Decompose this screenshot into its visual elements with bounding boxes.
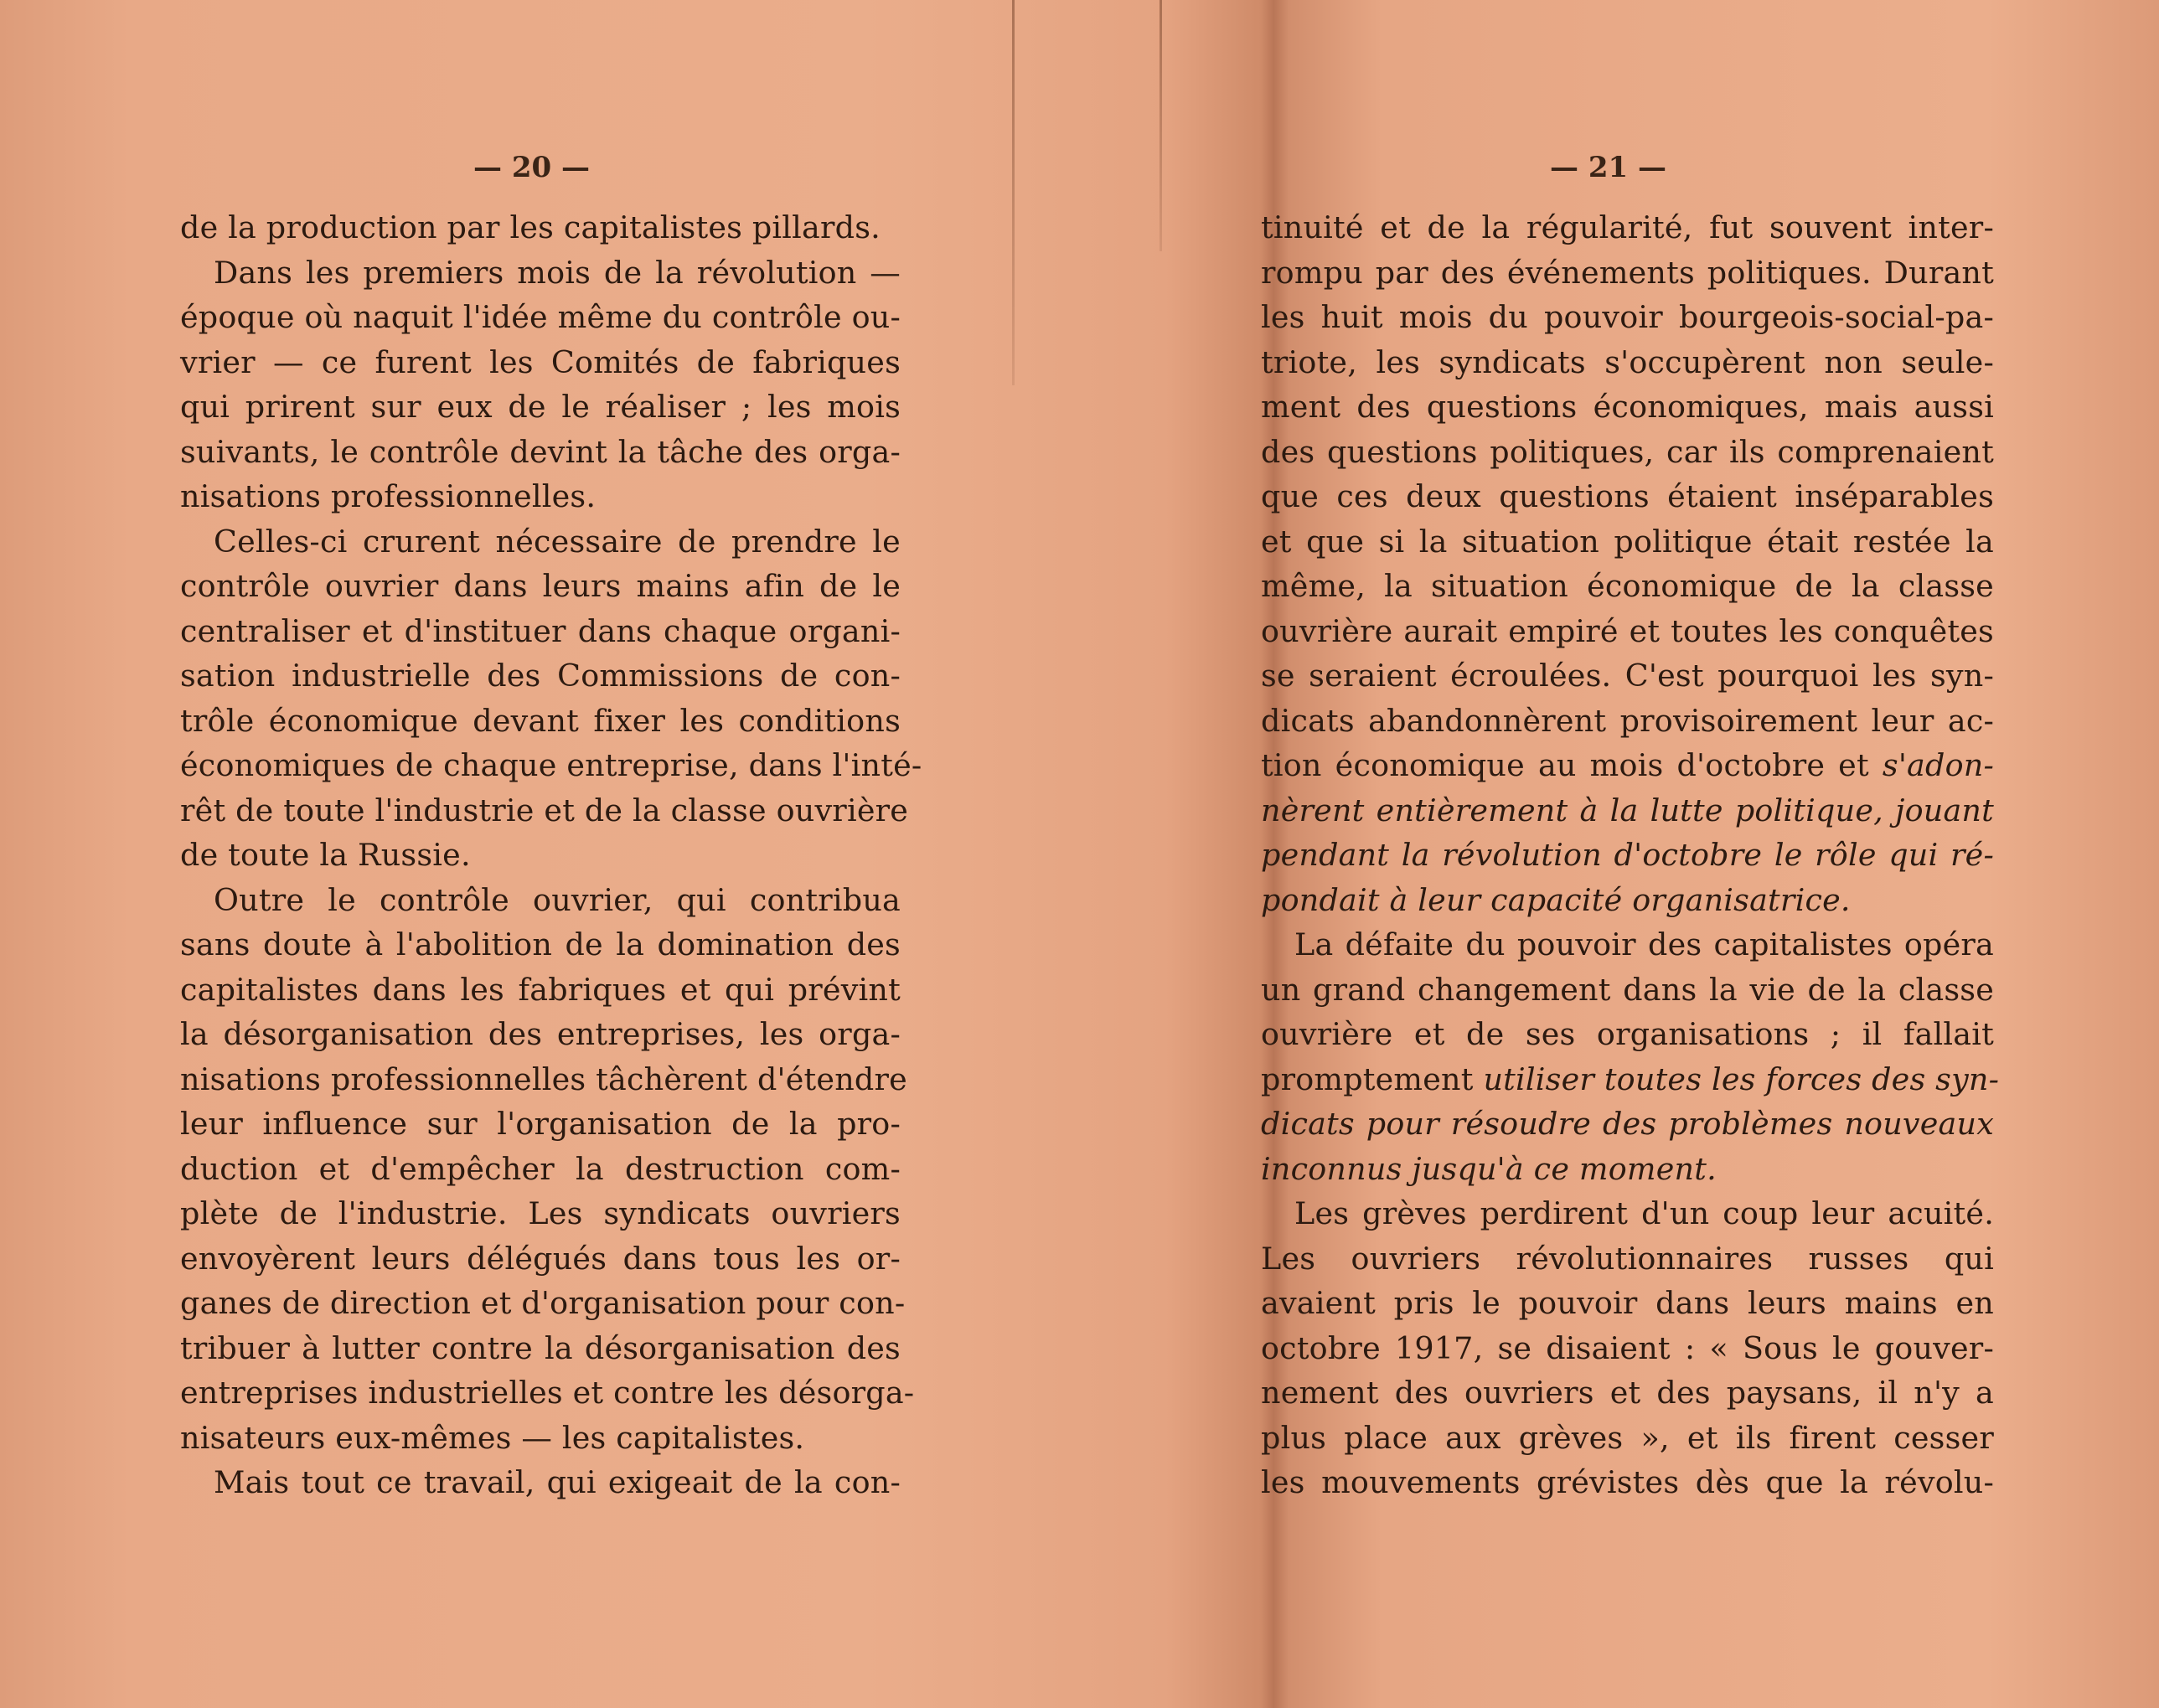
right-page [1114,0,2159,1708]
text-line-content: tion économique au mois d'octobre et [1261,747,1869,783]
text-line [180,1012,901,1057]
text-line-content: duction et d'empêcher la destruction com- [180,1150,901,1187]
text-line-content: pendant la révolution d'octobre le rôle qui ré- [1261,837,1994,873]
text-line-content: tinuité et de la régularité, fut souvent inter- [1261,209,1994,245]
text-line-content: inconnus jusqu'à ce moment. [1261,1150,1717,1187]
text-line-content: avaient pris le pouvoir dans leurs mains en [1261,1285,1994,1321]
text-line-content: Mais tout ce travail, qui exigeait de la con- [214,1464,901,1500]
text-line [1261,699,1994,744]
text-line [1261,1370,1994,1416]
text-line-content: La défaite du pouvoir des capitalistes opéra [1294,926,1994,962]
text-line [1261,1460,1994,1505]
text-line [1261,1012,1994,1057]
page-crease-left [1012,0,1015,385]
text-line-content: promptement [1261,1060,1474,1097]
text-line-content: ganes de direction et d'organisation pour con- [180,1285,906,1321]
text-line [1261,609,1994,654]
page-number-left: — 20 — [473,151,590,184]
text-line [1261,430,1994,475]
text-line-content: même, la situation économique de la classe [1261,568,1994,604]
text-line-content: leur influence sur l'organisation de la pro- [180,1106,901,1142]
text-line [180,968,901,1013]
text-line [180,205,901,250]
text-line [1261,1416,1994,1461]
text-line [180,609,901,654]
text-line [1261,474,1994,519]
text-line [180,878,901,923]
text-line [180,1460,901,1505]
text-line [1261,922,1994,968]
text-line [180,1191,901,1236]
text-line-content: Les ouvriers révolutionnaires russes qui [1261,1240,1994,1277]
text-line-content: sans doute à l'abolition de la domination des [180,926,901,962]
text-line-content: pondait à leur capacité organisatrice. [1261,881,1851,918]
text-line [180,430,901,475]
text-line [1261,653,1994,699]
right-page-text [1261,205,2000,1505]
text-line-content: de toute la Russie. [180,837,471,873]
text-line-content: rêt de toute l'industrie et de la classe ouvrière [180,792,909,828]
text-line [1261,833,1994,878]
text-line-content: un grand changement dans la vie de la classe [1261,971,1994,1008]
text-line-content: se seraient écroulées. C'est pourquoi les syn- [1261,658,1994,694]
text-line-content: centraliser et d'instituer dans chaque organi- [180,612,901,649]
text-line [1261,250,1994,296]
text-line [180,295,901,340]
text-line-content: sation industrielle des Commissions de con- [180,658,901,694]
text-line [180,384,901,430]
text-line [180,1326,901,1371]
text-line [1261,1281,1994,1326]
text-line-content: contrôle ouvrier dans leurs mains afin de le [180,568,901,604]
text-line [1261,1236,1994,1282]
text-line-content: rompu par des événements politiques. Durant [1261,254,1994,291]
text-line [1261,788,1994,833]
text-line-content: Celles-ci crurent nécessaire de prendre le [214,523,901,560]
text-line-content: nisations professionnelles tâchèrent d'étendre [180,1060,907,1097]
text-line [180,1416,901,1461]
text-line-content: dicats abandonnèrent provisoirement leur ac- [1261,702,1994,739]
text-line-content: nisations professionnelles. [180,478,597,514]
text-line [180,699,901,744]
text-line-content: nisateurs eux-mêmes — les capitalistes. [180,1419,805,1456]
text-line [180,1281,906,1326]
text-line [180,1370,915,1416]
text-line-content: triote, les syndicats s'occupèrent non seule- [1261,343,1994,380]
text-line [180,788,909,833]
text-line [180,474,901,519]
text-line [1261,1326,1994,1371]
text-line-content: économiques de chaque entreprise, dans l'inté- [180,747,922,783]
text-line-content: octobre 1917, se disaient : « Sous le gouver- [1261,1329,1994,1366]
text-line-content: les mouvements grévistes dès que la révolu- [1261,1464,1994,1500]
text-line [1261,1102,1994,1147]
text-line-italic: s'adon- [1882,747,1994,783]
text-line-content: trôle économique devant fixer les conditions [180,702,901,739]
text-line [180,1147,901,1192]
text-line [1261,1057,2000,1102]
text-line [180,519,901,565]
text-line-content: que ces deux questions étaient inséparables [1261,478,1994,514]
text-line-content: de la production par les capitalistes pillards. [180,209,881,245]
text-line [180,250,901,296]
text-line [180,922,901,968]
text-line-content: suivants, le contrôle devint la tâche des orga- [180,433,901,470]
text-line [1261,340,1994,385]
text-line-content: qui prirent sur eux de le réaliser ; les mois [180,389,901,425]
text-line [180,743,922,788]
text-line [1261,519,1994,565]
text-line-content: Dans les premiers mois de la révolution — [214,254,901,291]
text-line [1261,1191,1994,1236]
text-line-content: ouvrière aurait empiré et toutes les conquêtes [1261,612,1994,649]
text-line [180,1057,907,1102]
text-line-content: ment des questions économiques, mais aussi [1261,389,1994,425]
text-line-content: plète de l'industrie. Les syndicats ouvriers [180,1195,901,1231]
text-line [180,833,901,878]
text-line [1261,968,1994,1013]
text-line-content: Outre le contrôle ouvrier, qui contribua [214,881,901,918]
left-page-text [180,205,922,1505]
text-line-content: envoyèrent leurs délégués dans tous les or- [180,1240,901,1277]
text-line-content: dicats pour résoudre des problèmes nouveaux [1261,1106,1994,1142]
text-line-content: époque où naquit l'idée même du contrôle ou- [180,299,901,335]
text-line [1261,878,1994,923]
text-line [1261,205,1994,250]
text-line-content: capitalistes dans les fabriques et qui prévint [180,971,901,1008]
text-line-content: tribuer à lutter contre la désorganisation des [180,1329,901,1366]
text-line-content: vrier — ce furent les Comités de fabriques [180,343,901,380]
text-line [180,653,901,699]
text-line [1261,1147,1994,1192]
text-line-content: les huit mois du pouvoir bourgeois-social-pa- [1261,299,1994,335]
text-line [1261,384,1994,430]
text-line [180,1102,901,1147]
text-line [1261,743,1994,788]
text-line-content: Les grèves perdirent d'un coup leur acuité. [1294,1195,1994,1231]
text-line-content: plus place aux grèves », et ils firent cesser [1261,1419,1994,1456]
text-line-content: nement des ouvriers et des paysans, il n'y a [1261,1375,1994,1411]
text-line-italic: utiliser toutes les forces des syn- [1483,1060,2000,1097]
text-line-content: et que si la situation politique était restée la [1261,523,1994,560]
text-line-content: des questions politiques, car ils comprenaient [1261,433,1994,470]
text-line [180,564,901,609]
text-line-content: nèrent entièrement à la lutte politique, jouant [1261,792,1994,828]
text-line [1261,295,1994,340]
page-number-right: — 21 — [1550,151,1666,184]
text-line-content: ouvrière et de ses organisations ; il fallait [1261,1016,1994,1052]
text-line [1261,564,1994,609]
text-line-content: entreprises industrielles et contre les désorga- [180,1375,915,1411]
text-line [180,1236,901,1282]
text-line [180,340,901,385]
text-line-content: la désorganisation des entreprises, les orga- [180,1016,901,1052]
